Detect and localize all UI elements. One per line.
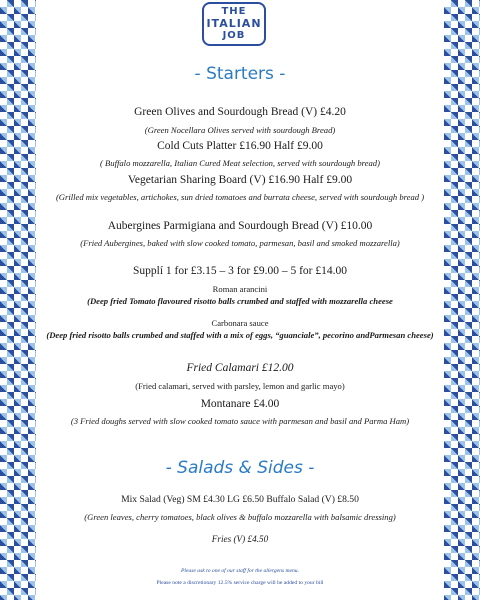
- menu-item-cold-cuts-desc: ( Buffalo mozzarella, Italian Cured Meat selection, served with sourdough bread): [100, 158, 380, 168]
- menu-item-calamari-desc: (Fried calamari, served with parsley, lemon and garlic mayo): [135, 381, 345, 391]
- restaurant-logo: [202, 2, 266, 46]
- suppli-variant-carbonara: Carbonara sauce: [211, 318, 269, 328]
- menu-item-montanare-desc: (3 Fried doughs served with slow cooked tomato sauce with parmesan and basil and Parma Ham): [70, 416, 410, 426]
- decorative-tile-border-left: [0, 0, 36, 600]
- suppli-variant-roman-desc: (Deep fried Tomato flavoured risotto balls crumbed and staffed with mozzarella cheese: [87, 296, 393, 306]
- menu-item-montanare: Montanare £4.00: [200, 398, 280, 410]
- logo-line-2: ITALIAN: [206, 17, 262, 30]
- menu-item-calamari: Fried Calamari £12.00: [186, 362, 294, 374]
- menu-item-mix-salad: Mix Salad (Veg) SM £4.30 LG £6.50 Buffalo Salad (V) £8.50: [121, 494, 359, 505]
- starters-heading: - Starters -: [194, 64, 286, 84]
- menu-item-cold-cuts: Cold Cuts Platter £16.90 Half £9.00: [157, 140, 323, 152]
- decorative-tile-border-right: [444, 0, 480, 600]
- salads-sides-heading: - Salads & Sides -: [165, 458, 315, 478]
- service-charge-note: Please note a discretionary 12.5% service charge will be added to your bill: [156, 580, 324, 586]
- suppli-variant-carbonara-desc: (Deep fried risotto balls crumbed and staffed with a mix of eggs, “guanciale”, pecorino andParmesan cheese): [46, 330, 434, 340]
- menu-item-aubergines: Aubergines Parmigiana and Sourdough Bread (V) £10.00: [107, 220, 373, 232]
- menu-item-vegetarian-board-desc: (Grilled mix vegetables, artichokes, sun dried tomatoes and burrata cheese, served with sourdough bread ): [55, 192, 425, 202]
- menu-item-olives-desc: (Green Nocellara Olives served with sourdough Bread): [144, 125, 336, 135]
- logo-line-1: THE: [221, 6, 247, 17]
- menu-item-olives: Green Olives and Sourdough Bread (V) £4.20: [134, 106, 346, 118]
- menu-item-fries: Fries (V) £4.50: [211, 534, 269, 544]
- menu-item-suppli: Supplí 1 for £3.15 – 3 for £9.00 – 5 for £14.00: [132, 265, 347, 277]
- suppli-variant-roman: Roman arancini: [212, 284, 268, 294]
- menu-item-mix-salad-desc: (Green leaves, cherry tomatoes, black olives & buffalo mozzarella with balsamic dressing): [84, 512, 396, 522]
- allergens-note: Please ask to one of our staff for the allergens menu.: [180, 568, 300, 574]
- menu-item-aubergines-desc: (Fried Aubergines, baked with slow cooked tomato, parmesan, basil and smoked mozzarella): [80, 238, 400, 248]
- menu-item-vegetarian-board: Vegetarian Sharing Board (V) £16.90 Half £9.00: [127, 174, 353, 186]
- logo-line-3: JOB: [222, 30, 246, 41]
